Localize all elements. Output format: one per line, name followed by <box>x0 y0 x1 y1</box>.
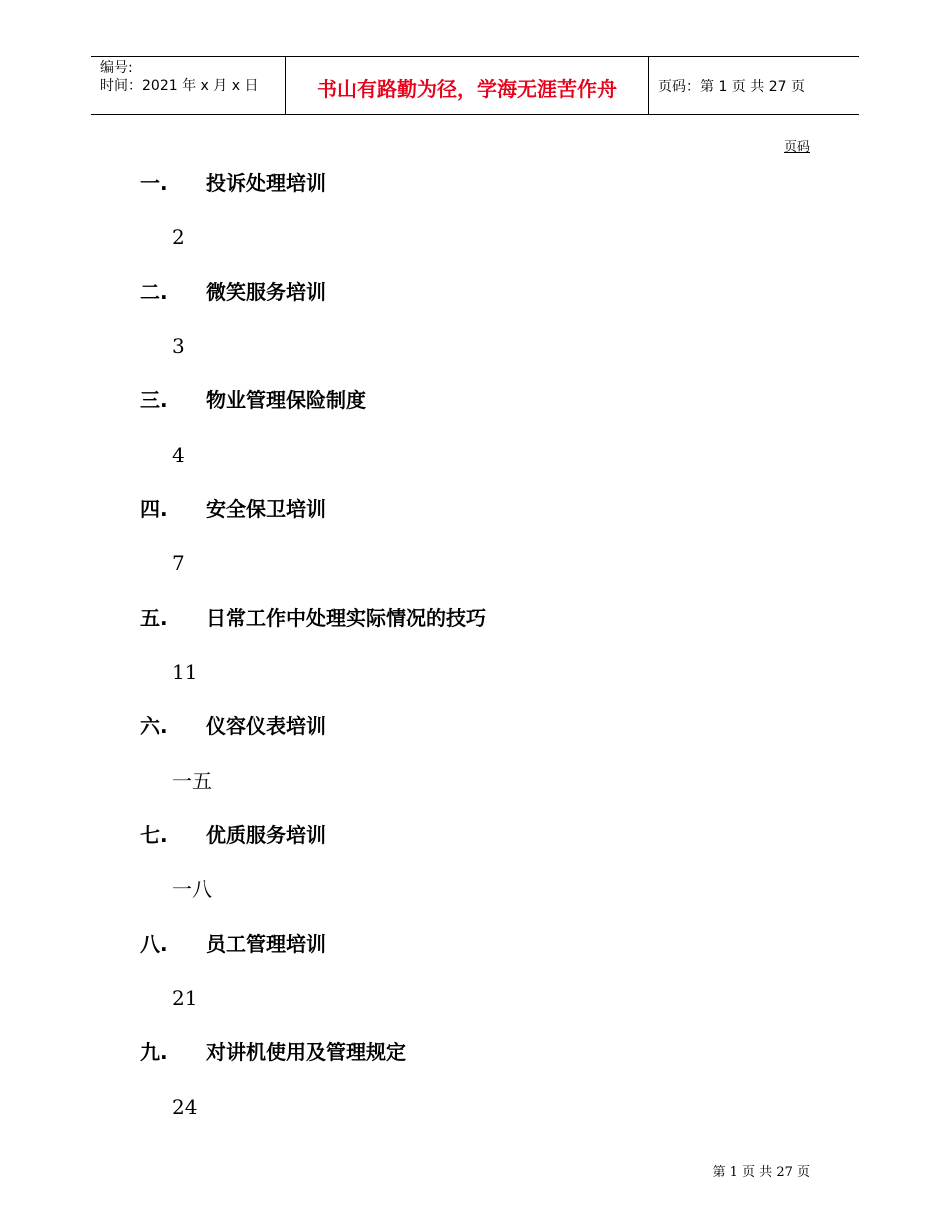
toc-heading[interactable] <box>140 1040 406 1064</box>
toc-heading[interactable] <box>140 714 326 738</box>
toc-title: 投诉处理培训 <box>206 171 326 195</box>
page-footer: 第 1 页 共 27 页 <box>712 1165 810 1180</box>
toc-title: 员工管理培训 <box>206 932 326 956</box>
header-page-info: 页码：第 1 页 共 27 页 <box>658 78 805 95</box>
toc-page-number: 24 <box>172 1095 198 1119</box>
toc-page-number: 2 <box>172 225 185 249</box>
toc-heading[interactable] <box>140 497 326 521</box>
toc-page-number: 11 <box>172 660 198 684</box>
toc-title: 微笑服务培训 <box>206 280 326 304</box>
toc-heading[interactable] <box>140 606 486 630</box>
page-column-label: 页码 <box>783 140 810 155</box>
toc-heading[interactable] <box>140 388 366 412</box>
toc-page-number: 一五 <box>172 769 212 793</box>
toc-number: 二. <box>140 280 168 304</box>
toc-title: 优质服务培训 <box>206 823 326 847</box>
toc-number: 八. <box>140 932 168 956</box>
number-label: 编号: <box>100 60 133 76</box>
header-left-cell <box>91 57 286 114</box>
toc-number: 九. <box>140 1040 168 1064</box>
time-label: 时间：2021 年 x 月 x 日 <box>100 78 259 94</box>
toc-number: 三. <box>140 388 168 412</box>
toc-heading[interactable] <box>140 932 326 956</box>
toc-number: 七. <box>140 823 168 847</box>
page-header <box>91 56 859 115</box>
toc-page-number: 4 <box>172 443 185 467</box>
toc-page-number: 21 <box>172 986 198 1010</box>
toc-title: 物业管理保险制度 <box>206 388 366 412</box>
toc-number: 四. <box>140 497 168 521</box>
toc-heading[interactable] <box>140 823 326 847</box>
header-motto: 书山有路勤为径，学海无涯苦作舟 <box>286 57 649 114</box>
toc-number: 六. <box>140 714 168 738</box>
toc-title: 日常工作中处理实际情况的技巧 <box>206 606 486 630</box>
toc-number: 一. <box>140 171 168 195</box>
toc-title: 对讲机使用及管理规定 <box>206 1040 406 1064</box>
toc-page-number: 7 <box>172 551 185 575</box>
toc-title: 安全保卫培训 <box>206 497 326 521</box>
toc-title: 仪容仪表培训 <box>206 714 326 738</box>
toc-heading[interactable] <box>140 280 326 304</box>
toc-heading[interactable] <box>140 171 326 195</box>
toc-page-number: 一八 <box>172 877 212 901</box>
toc-page-number: 3 <box>172 334 185 358</box>
toc-number: 五. <box>140 606 168 630</box>
